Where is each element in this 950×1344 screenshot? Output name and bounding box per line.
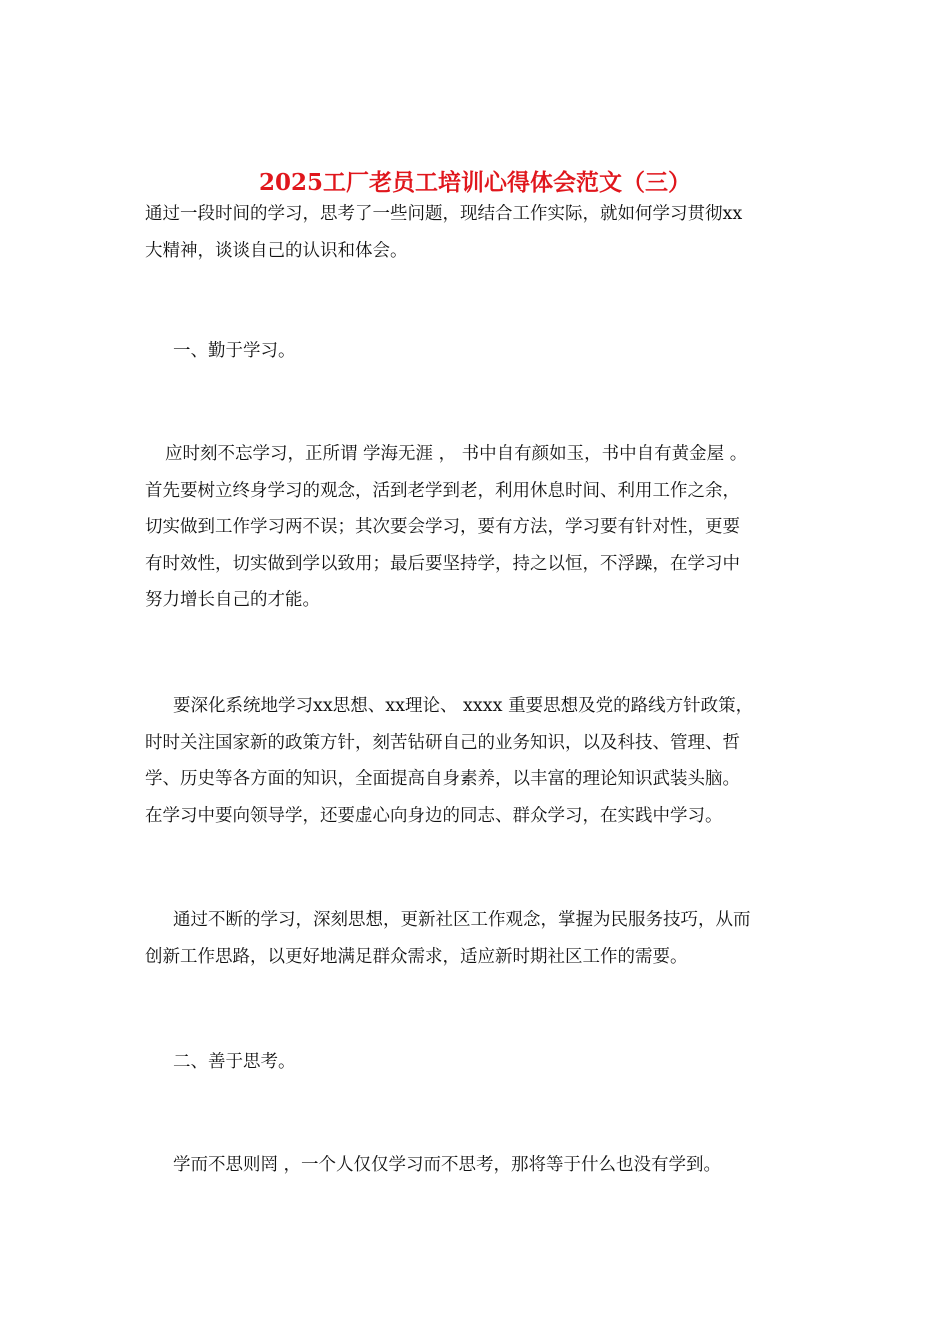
section-heading-1 xyxy=(145,333,810,370)
paragraph-think-1 xyxy=(145,1147,810,1184)
text-line: 应时刻不忘学习，正所谓 学海无涯 ， 书中自有颜如玉，书中自有黄金屋 。 xyxy=(165,444,748,464)
text-line: 通过不断的学习，深刻思想，更新社区工作观念，掌握为民服务技巧，从而 xyxy=(173,910,751,930)
paragraph-study-3 xyxy=(145,902,810,975)
text-line: 在学习中要向领导学，还要虚心向身边的同志、群众学习，在实践中学习。 xyxy=(145,805,723,826)
text-line: 学而不思则罔 ，一个人仅仅学习而不思考，那将等于什么也没有学到。 xyxy=(173,1155,722,1175)
document-title: 2025工厂老员工培训心得体会范文（三） xyxy=(258,169,691,197)
text-line: 学、历史等各方面的知识，全面提高自身素养，以丰富的理论知识武装头脑。 xyxy=(145,769,740,789)
paragraph-intro xyxy=(145,196,810,269)
text-line: 大精神，谈谈自己的认识和体会。 xyxy=(145,240,408,261)
text-line: 切实做到工作学习两不误；其次要会学习，要有方法，学习要有针对性，更要 xyxy=(145,517,740,537)
heading-text: 一、勤于学习。 xyxy=(173,341,296,361)
heading-text: 二、善于思考。 xyxy=(173,1052,296,1072)
text-line: 要深化系统地学习xx思想、xx理论、 xxxx 重要思想及党的路线方针政策， xyxy=(173,696,754,716)
paragraph-study-1 xyxy=(145,436,810,619)
text-line: 创新工作思路，以更好地满足群众需求，适应新时期社区工作的需要。 xyxy=(145,946,688,967)
section-heading-2 xyxy=(145,1044,810,1081)
text-line: 有时效性，切实做到学以致用；最后要坚持学，持之以恒，不浮躁，在学习中 xyxy=(145,553,740,574)
text-line: 时时关注国家新的政策方针，刻苦钻研自己的业务知识，以及科技、管理、哲 xyxy=(145,732,740,753)
text-line: 首先要树立终身学习的观念，活到老学到老，利用休息时间、利用工作之余， xyxy=(145,480,740,501)
paragraph-study-2 xyxy=(145,688,810,834)
text-line: 通过一段时间的学习，思考了一些问题，现结合工作实际，就如何学习贯彻xx xyxy=(145,204,743,224)
text-line: 努力增长自己的才能。 xyxy=(145,590,320,610)
